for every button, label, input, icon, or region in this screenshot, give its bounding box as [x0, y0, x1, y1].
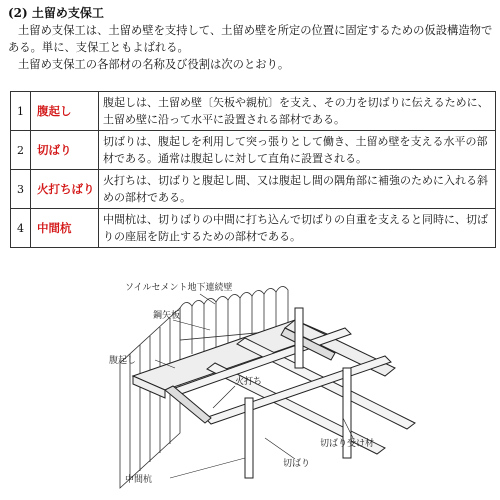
member-description: 火打ちは、切ばりと腹起し間、又は腹起し間の隅角部に補強のために入れる斜めの部材である。: [99, 170, 496, 209]
sheet-pile-wall: [120, 308, 180, 488]
row-number: 4: [11, 209, 31, 248]
row-number: 2: [11, 131, 31, 170]
earth-retaining-diagram: [95, 268, 425, 493]
label-strut: 切ばり: [283, 459, 311, 469]
intro-paragraph: 土留め支保工は、土留め壁を支持して、土留め壁を所定の位置に固定するための仮設構造物である。単に、支保工ともよばれる。: [8, 24, 493, 54]
row-number: 1: [11, 92, 31, 131]
table-row: [11, 92, 496, 131]
member-term: 切ばり: [31, 131, 99, 170]
table-row: [11, 131, 496, 170]
member-description: 切ばりは、腹起しを利用して突っ張りとして働き、土留め壁を支える水平の部材である。通常は腹起しに対して直角に設置される。: [99, 131, 496, 170]
table-intro-paragraph: 土留め支保工の各部材の名称及び役割は次のとおり。: [18, 58, 290, 71]
table-row: [11, 170, 496, 209]
table-row: [11, 209, 496, 248]
row-number: 3: [11, 170, 31, 209]
section-heading: (2) 土留め支保工: [8, 6, 104, 20]
member-term: 腹起し: [31, 92, 99, 131]
member-term: 中間杭: [31, 209, 99, 248]
member-term: 火打ちばり: [31, 170, 99, 209]
members-table: [10, 91, 496, 248]
label-wale: 腹起し: [109, 356, 137, 366]
label-intermediate-pile: 中間杭: [125, 475, 153, 485]
label-sheet-pile: 鋼矢板: [153, 311, 181, 321]
member-description: 中間杭は、切りばりの中間に打ち込んで切ばりの自重を支えると同時に、切ばりの座屈を防止するための部材である。: [99, 209, 496, 248]
label-soil-wall: ソイルセメント地下連続壁: [125, 283, 233, 293]
label-strut-bracket: 切ばり受け材: [320, 439, 375, 449]
member-description: 腹起しは、土留め壁〔矢板や親杭〕を支え、その力を切ばりに伝えるために、土留め壁に沿って水平に設置される部材である。: [99, 92, 496, 131]
label-corner-brace: 火打ち: [235, 377, 263, 387]
